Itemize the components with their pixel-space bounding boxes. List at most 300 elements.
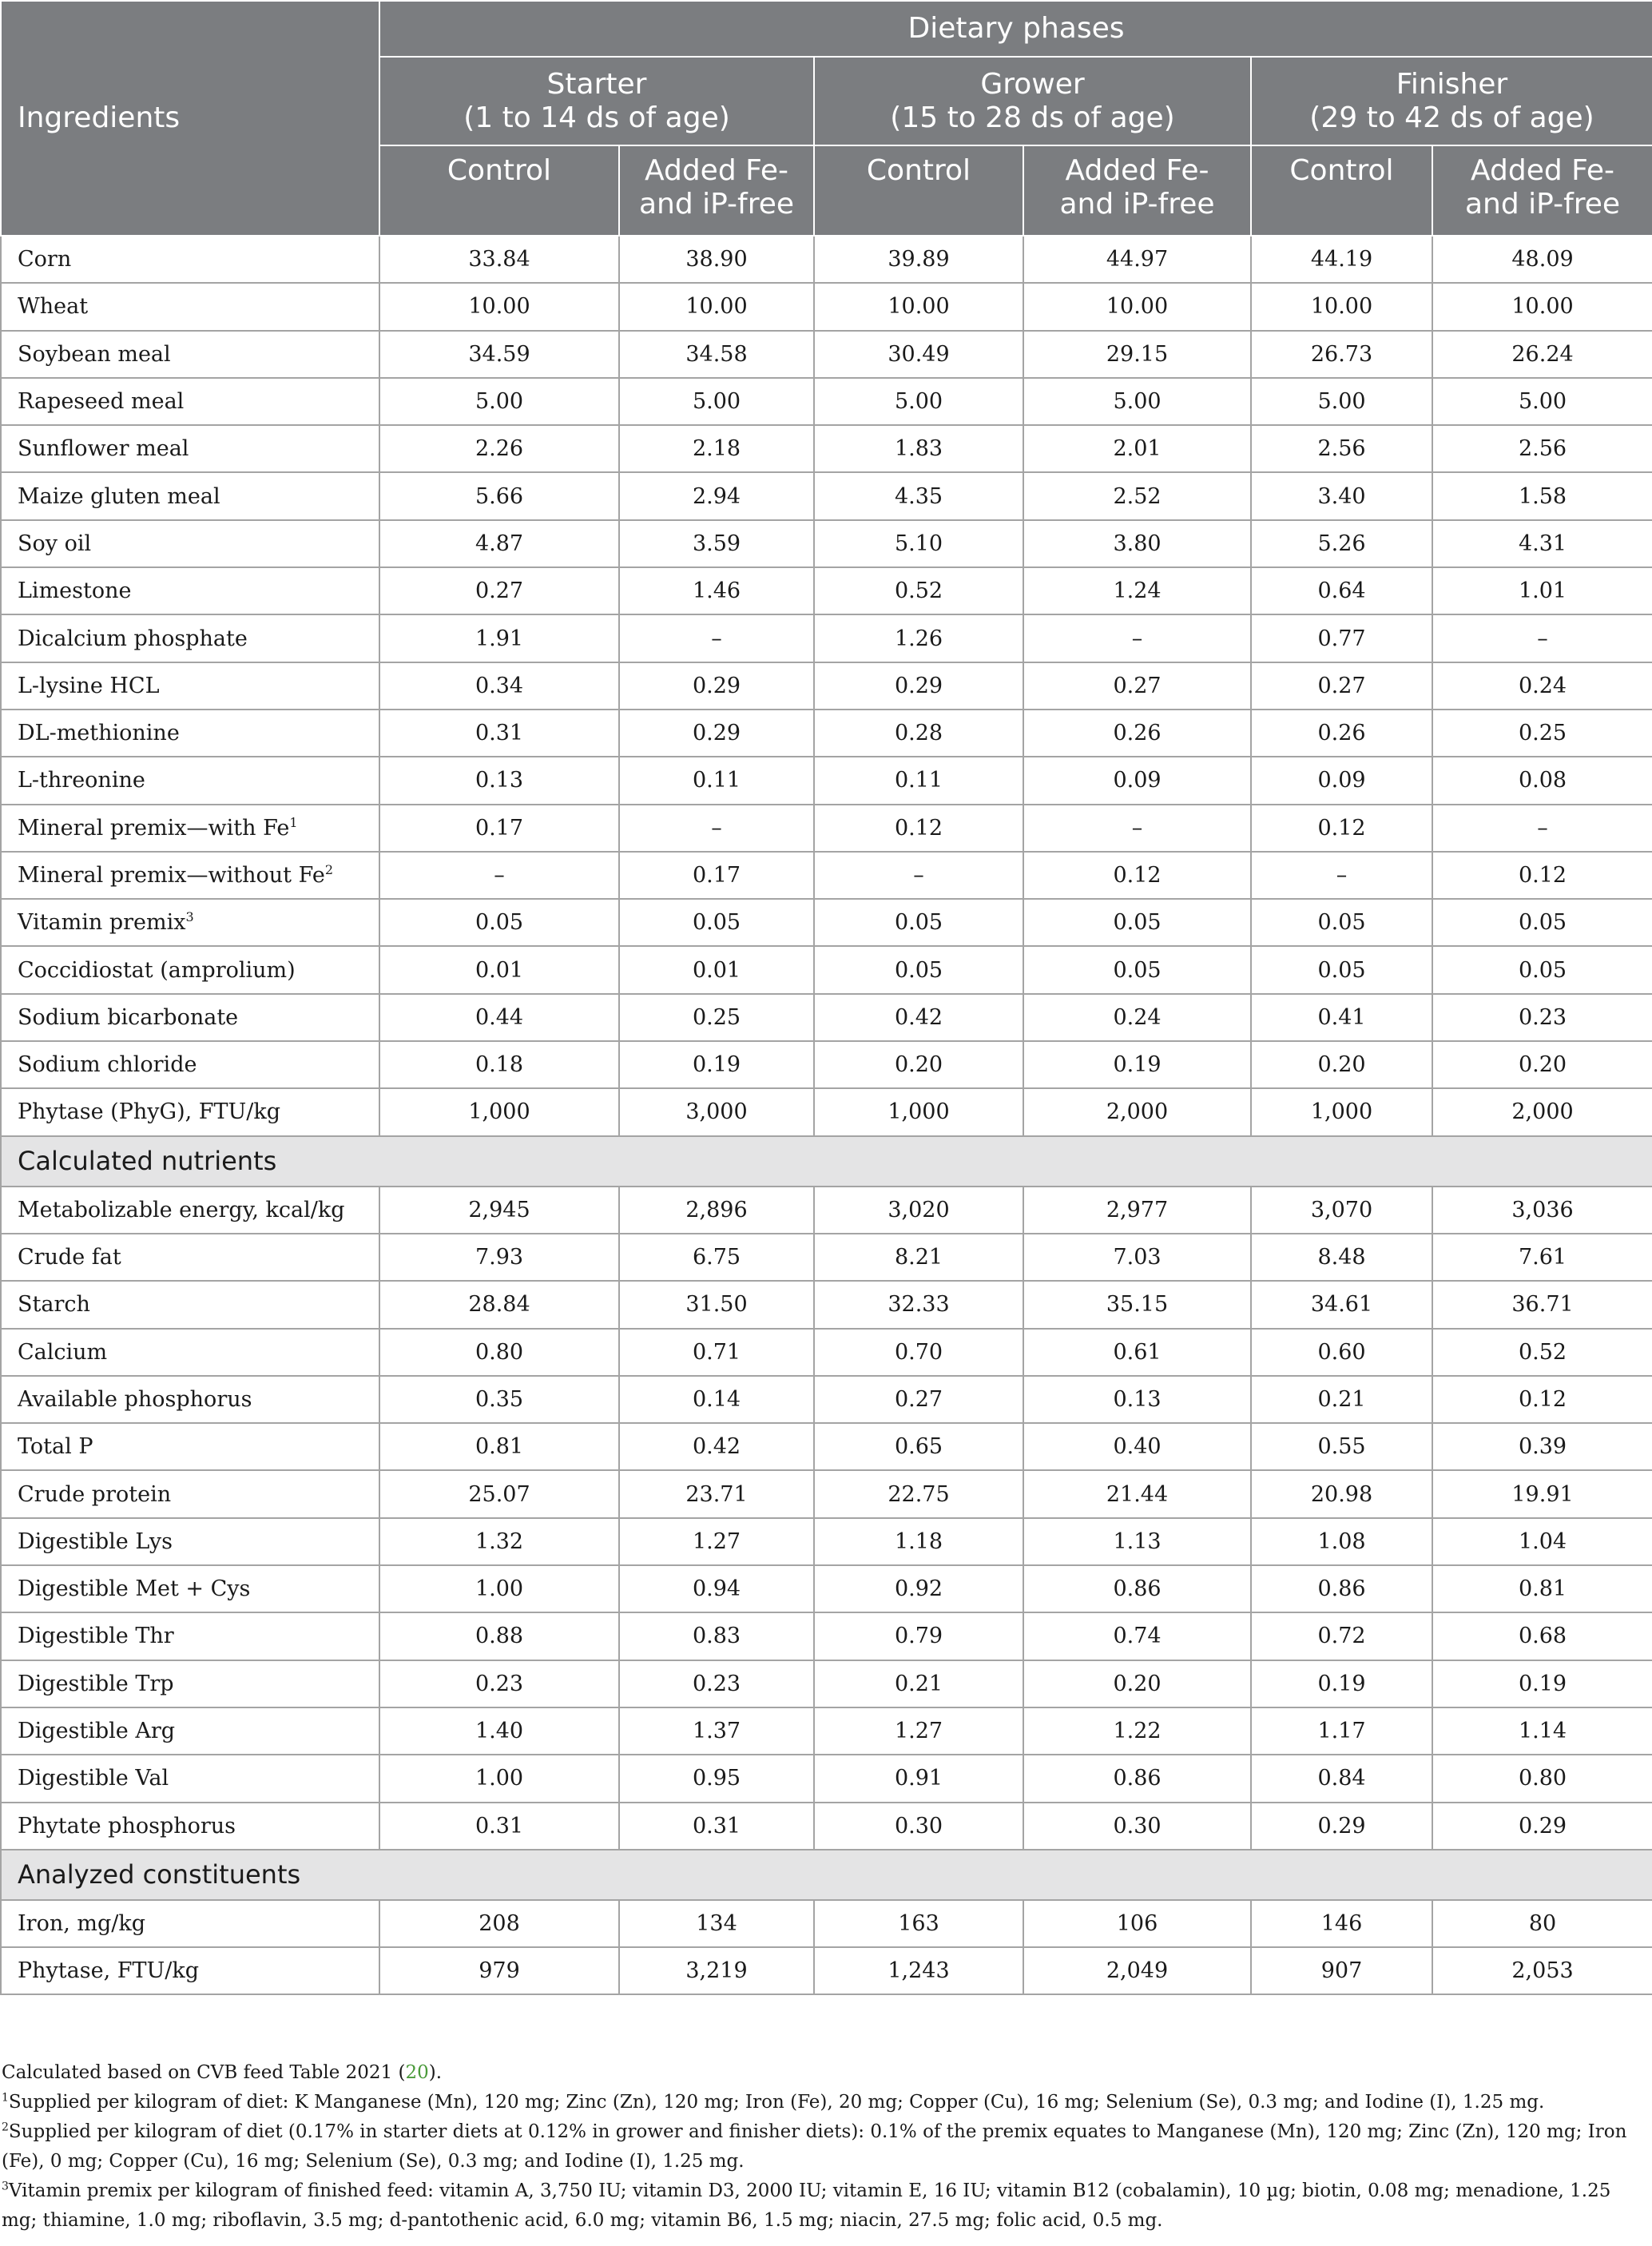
table-cell: 3.40 — [1251, 472, 1432, 519]
table-cell: 25.07 — [379, 1470, 619, 1517]
table-cell: 2,977 — [1023, 1187, 1251, 1234]
table-cell: 26.24 — [1432, 331, 1652, 378]
row-label: Coccidiostat (amprolium) — [1, 946, 379, 993]
table-cell: 0.40 — [1023, 1423, 1251, 1470]
treatment-header-added: Added Fe- and iP-free — [1432, 145, 1652, 236]
table-cell: 0.83 — [619, 1612, 814, 1660]
row-label: Available phosphorus — [1, 1376, 379, 1423]
table-cell: 0.91 — [814, 1755, 1023, 1802]
table-cell: 0.81 — [379, 1423, 619, 1470]
table-cell: 208 — [379, 1900, 619, 1947]
table-cell: 0.60 — [1251, 1329, 1432, 1376]
table-cell: 2,049 — [1023, 1947, 1251, 1994]
footnote-3: $^3$Vitamin premix per kilogram of finished feed: vitamin A, 3,750 IU; vitamin D3, 2000 IU; vitamin E, 16 IU; vitamin B12 (cobalamin), 10 µg; biotin, 0.08 mg; menadione, 1.25 mg; thiamine, 1.0 mg; riboflavin, 3.5 mg; d-pantothenic acid, 6.0 mg; vitamin B6, 1.5 mg; niacin, 27.5 mg; folic acid, 0.5 mg. — [2, 2180, 1611, 2231]
row-label: Digestible Arg — [1, 1707, 379, 1755]
table-cell: 0.09 — [1023, 757, 1251, 804]
table-row — [1, 520, 1652, 567]
row-label: Dicalcium phosphate — [1, 614, 379, 662]
table-cell: 28.84 — [379, 1281, 619, 1328]
dietary-phases-header: Dietary phases — [379, 1, 1652, 57]
table-cell: 0.24 — [1432, 662, 1652, 710]
table-cell: 1.27 — [619, 1518, 814, 1565]
table-cell: 0.72 — [1251, 1612, 1432, 1660]
table-cell: 0.31 — [379, 710, 619, 757]
table-cell: 5.00 — [619, 378, 814, 425]
table-cell: 0.20 — [1251, 1041, 1432, 1088]
table-cell: 0.21 — [1251, 1376, 1432, 1423]
table-row — [1, 472, 1652, 519]
table-cell: 3.59 — [619, 520, 814, 567]
table-cell: 0.94 — [619, 1565, 814, 1612]
table-cell: 0.25 — [619, 994, 814, 1041]
table-cell: 44.19 — [1251, 236, 1432, 283]
table-cell: 2.01 — [1023, 425, 1251, 472]
table-cell: – — [619, 805, 814, 852]
table-cell: 2.52 — [1023, 472, 1251, 519]
footnote-1: $^1$Supplied per kilogram of diet: K Manganese (Mn), 120 mg; Zinc (Zn), 120 mg; Iron (Fe), 20 mg; Copper (Cu), 16 mg; Selenium (Se), 0.3 mg; and Iodine (I), 1.25 mg. — [2, 2091, 1545, 2113]
table-row — [1, 805, 1652, 852]
table-cell: 0.05 — [379, 899, 619, 946]
table-cell: 0.05 — [1023, 946, 1251, 993]
table-cell: 34.59 — [379, 331, 619, 378]
table-cell: 0.01 — [379, 946, 619, 993]
table-cell: 21.44 — [1023, 1470, 1251, 1517]
row-label: Corn — [1, 236, 379, 283]
table-cell: 0.80 — [379, 1329, 619, 1376]
table-row — [1, 378, 1652, 425]
table-row — [1, 1565, 1652, 1612]
phase-header-grower: Grower (15 to 28 ds of age) — [814, 57, 1251, 145]
row-label: Sodium bicarbonate — [1, 994, 379, 1041]
footnote-marker: 3 — [185, 909, 194, 925]
table-row — [1, 1187, 1652, 1234]
table-cell: 1.83 — [814, 425, 1023, 472]
phase-header-starter: Starter (1 to 14 ds of age) — [379, 57, 814, 145]
table-cell: 0.80 — [1432, 1755, 1652, 1802]
table-cell: 0.27 — [1251, 662, 1432, 710]
table-cell: 0.20 — [1432, 1041, 1652, 1088]
table-cell: 1.13 — [1023, 1518, 1251, 1565]
table-row — [1, 1376, 1652, 1423]
table-row — [1, 236, 1652, 283]
table-cell: 0.55 — [1251, 1423, 1432, 1470]
table-cell: 0.65 — [814, 1423, 1023, 1470]
table-cell: 7.03 — [1023, 1234, 1251, 1281]
table-cell: 0.25 — [1432, 710, 1652, 757]
ingredients-header: Ingredients — [1, 1, 379, 236]
table-cell: 1.27 — [814, 1707, 1023, 1755]
table-cell: 3.80 — [1023, 520, 1251, 567]
table-cell: 0.74 — [1023, 1612, 1251, 1660]
table-cell: 0.79 — [814, 1612, 1023, 1660]
table-cell: 3,219 — [619, 1947, 814, 1994]
row-label: Digestible Lys — [1, 1518, 379, 1565]
table-cell: – — [1251, 852, 1432, 899]
table-cell: 0.64 — [1251, 567, 1432, 614]
table-cell: 2.94 — [619, 472, 814, 519]
table-cell: – — [619, 614, 814, 662]
table-cell: 8.21 — [814, 1234, 1023, 1281]
table-cell: – — [1432, 805, 1652, 852]
row-label: Soy oil — [1, 520, 379, 567]
row-label: L-lysine HCL — [1, 662, 379, 710]
footnote-marker: 1 — [289, 814, 298, 830]
table-cell: 3,036 — [1432, 1187, 1652, 1234]
table-cell: 0.29 — [619, 662, 814, 710]
row-label: Digestible Val — [1, 1755, 379, 1802]
table-cell: 0.01 — [619, 946, 814, 993]
table-row — [1, 1088, 1652, 1135]
table-cell: 10.00 — [1023, 283, 1251, 330]
table-cell: 1,000 — [1251, 1088, 1432, 1135]
table-cell: 163 — [814, 1900, 1023, 1947]
table-cell: 0.12 — [1432, 852, 1652, 899]
table-cell: 0.30 — [1023, 1803, 1251, 1850]
treatment-header-added: Added Fe- and iP-free — [619, 145, 814, 236]
table-cell: 0.05 — [814, 899, 1023, 946]
table-cell: 0.26 — [1251, 710, 1432, 757]
section-header-row — [1, 1850, 1652, 1900]
table-cell: 5.00 — [1432, 378, 1652, 425]
table-cell: 0.12 — [1023, 852, 1251, 899]
table-cell: 0.20 — [814, 1041, 1023, 1088]
table-row — [1, 1803, 1652, 1850]
table-cell: 31.50 — [619, 1281, 814, 1328]
table-row — [1, 1755, 1652, 1802]
table-cell: 2,945 — [379, 1187, 619, 1234]
section-header-row — [1, 1136, 1652, 1187]
table-cell: 4.35 — [814, 472, 1023, 519]
table-cell: 4.87 — [379, 520, 619, 567]
table-cell: 0.05 — [1251, 899, 1432, 946]
table-row — [1, 1041, 1652, 1088]
table-cell: 0.42 — [619, 1423, 814, 1470]
row-label: Iron, mg/kg — [1, 1900, 379, 1947]
table-cell: 0.11 — [619, 757, 814, 804]
table-cell: 34.58 — [619, 331, 814, 378]
table-cell: – — [814, 852, 1023, 899]
row-label: Crude fat — [1, 1234, 379, 1281]
row-label: Limestone — [1, 567, 379, 614]
table-cell: 2,000 — [1432, 1088, 1652, 1135]
row-label: Phytase (PhyG), FTU/kg — [1, 1088, 379, 1135]
table-row — [1, 567, 1652, 614]
footnote-calculated: Calculated based on CVB feed Table 2021 (20). — [2, 2062, 443, 2083]
table-cell: 0.41 — [1251, 994, 1432, 1041]
table-cell: 0.44 — [379, 994, 619, 1041]
row-label: Mineral premix—without Fe$^2$ — [1, 852, 379, 899]
table-cell: 1,000 — [379, 1088, 619, 1135]
table-row — [1, 614, 1652, 662]
reference-link[interactable]: 20 — [405, 2062, 429, 2083]
table-cell: 7.93 — [379, 1234, 619, 1281]
table-cell: 0.95 — [619, 1755, 814, 1802]
row-label: Starch — [1, 1281, 379, 1328]
table-cell: 2.18 — [619, 425, 814, 472]
table-cell: 80 — [1432, 1900, 1652, 1947]
table-cell: 44.97 — [1023, 236, 1251, 283]
row-label: Wheat — [1, 283, 379, 330]
table-cell: 3,020 — [814, 1187, 1023, 1234]
treatment-header-control: Control — [1251, 145, 1432, 236]
table-cell: – — [1023, 614, 1251, 662]
table-cell: 48.09 — [1432, 236, 1652, 283]
table-row — [1, 425, 1652, 472]
table-cell: 34.61 — [1251, 1281, 1432, 1328]
table-cell: 4.31 — [1432, 520, 1652, 567]
table-row — [1, 1707, 1652, 1755]
row-label: Rapeseed meal — [1, 378, 379, 425]
footnote-2: $^2$Supplied per kilogram of diet (0.17% in starter diets at 0.12% in grower and finisher diets): 0.1% of the premix equates to Manganese (Mn), 120 mg; Zinc (Zn), 120 mg; Iron (Fe), 0 mg; Copper (Cu), 16 mg; Selenium (Se), 0.3 mg; and Iodine (I), 1.25 mg. — [2, 2121, 1627, 2172]
table-cell: 1.08 — [1251, 1518, 1432, 1565]
table-row — [1, 662, 1652, 710]
table-cell: 0.08 — [1432, 757, 1652, 804]
table-cell: 0.05 — [1432, 946, 1652, 993]
table-cell: 20.98 — [1251, 1470, 1432, 1517]
table-cell: 29.15 — [1023, 331, 1251, 378]
table-cell: 0.34 — [379, 662, 619, 710]
table-cell: 1.18 — [814, 1518, 1023, 1565]
table-cell: 0.86 — [1023, 1755, 1251, 1802]
table-cell: 0.84 — [1251, 1755, 1432, 1802]
table-cell: 0.27 — [814, 1376, 1023, 1423]
table-cell: 0.12 — [1432, 1376, 1652, 1423]
table-cell: 1.40 — [379, 1707, 619, 1755]
table-row — [1, 710, 1652, 757]
table-cell: 1.58 — [1432, 472, 1652, 519]
table-cell: 1.24 — [1023, 567, 1251, 614]
table-cell: 0.24 — [1023, 994, 1251, 1041]
section-title: Analyzed constituents — [1, 1850, 1652, 1900]
table-cell: 0.70 — [814, 1329, 1023, 1376]
table-cell: 2,896 — [619, 1187, 814, 1234]
table-cell: 0.26 — [1023, 710, 1251, 757]
table-row — [1, 1660, 1652, 1707]
table-cell: 1.91 — [379, 614, 619, 662]
table-cell: 39.89 — [814, 236, 1023, 283]
row-label: Sunflower meal — [1, 425, 379, 472]
row-label: DL-methionine — [1, 710, 379, 757]
table-cell: 7.61 — [1432, 1234, 1652, 1281]
table-cell: 0.21 — [814, 1660, 1023, 1707]
table-cell: 134 — [619, 1900, 814, 1947]
table-cell: 3,000 — [619, 1088, 814, 1135]
row-label: Phytate phosphorus — [1, 1803, 379, 1850]
table-cell: 0.86 — [1023, 1565, 1251, 1612]
treatment-header-control: Control — [379, 145, 619, 236]
table-cell: 10.00 — [619, 283, 814, 330]
table-cell: 0.11 — [814, 757, 1023, 804]
table-cell: 35.15 — [1023, 1281, 1251, 1328]
row-label: Digestible Thr — [1, 1612, 379, 1660]
table-cell: 0.23 — [379, 1660, 619, 1707]
table-cell: 8.48 — [1251, 1234, 1432, 1281]
table-row — [1, 994, 1652, 1041]
table-cell: 0.92 — [814, 1565, 1023, 1612]
table-cell: 0.28 — [814, 710, 1023, 757]
table-cell: 1.17 — [1251, 1707, 1432, 1755]
table-header — [1, 1, 1652, 236]
table-cell: 1.00 — [379, 1565, 619, 1612]
table-row — [1, 1900, 1652, 1947]
table-cell: 0.42 — [814, 994, 1023, 1041]
table-cell: 0.12 — [814, 805, 1023, 852]
table-cell: 0.88 — [379, 1612, 619, 1660]
table-cell: 0.05 — [814, 946, 1023, 993]
table-cell: 36.71 — [1432, 1281, 1652, 1328]
table-cell: 0.30 — [814, 1803, 1023, 1850]
table-row — [1, 1518, 1652, 1565]
table-cell: 1.00 — [379, 1755, 619, 1802]
table-cell: 0.05 — [619, 899, 814, 946]
table-cell: 2,053 — [1432, 1947, 1652, 1994]
table-cell: 0.52 — [1432, 1329, 1652, 1376]
table-cell: 979 — [379, 1947, 619, 1994]
table-row — [1, 1423, 1652, 1470]
table-row — [1, 1470, 1652, 1517]
table-cell: 0.39 — [1432, 1423, 1652, 1470]
table-cell: 30.49 — [814, 331, 1023, 378]
table-row — [1, 852, 1652, 899]
table-cell: 32.33 — [814, 1281, 1023, 1328]
table-cell: 0.23 — [619, 1660, 814, 1707]
table-cell: 2,000 — [1023, 1088, 1251, 1135]
row-label: Sodium chloride — [1, 1041, 379, 1088]
table-cell: 0.13 — [1023, 1376, 1251, 1423]
table-cell: 5.66 — [379, 472, 619, 519]
table-cell: 5.00 — [1251, 378, 1432, 425]
table-cell: 1.04 — [1432, 1518, 1652, 1565]
table-cell: 0.17 — [379, 805, 619, 852]
table-cell: 1,000 — [814, 1088, 1023, 1135]
row-label: Phytase, FTU/kg — [1, 1947, 379, 1994]
section-title: Calculated nutrients — [1, 1136, 1652, 1187]
row-label: L-threonine — [1, 757, 379, 804]
table-cell: 5.00 — [1023, 378, 1251, 425]
table-cell: 0.27 — [1023, 662, 1251, 710]
row-label: Crude protein — [1, 1470, 379, 1517]
table-body — [1, 236, 1652, 1994]
table-cell: 5.10 — [814, 520, 1023, 567]
table-cell: 38.90 — [619, 236, 814, 283]
table-row — [1, 283, 1652, 330]
table-cell: – — [1432, 614, 1652, 662]
table-cell: 1.46 — [619, 567, 814, 614]
table-cell: – — [379, 852, 619, 899]
table-cell: 1.26 — [814, 614, 1023, 662]
table-cell: 0.05 — [1251, 946, 1432, 993]
table-cell: 1.01 — [1432, 567, 1652, 614]
row-label: Mineral premix—with Fe$^1$ — [1, 805, 379, 852]
table-cell: – — [1023, 805, 1251, 852]
table-cell: 0.09 — [1251, 757, 1432, 804]
table-cell: 0.61 — [1023, 1329, 1251, 1376]
table-cell: 106 — [1023, 1900, 1251, 1947]
table-cell: 0.05 — [1432, 899, 1652, 946]
table-cell: 0.23 — [1432, 994, 1652, 1041]
table-cell: 0.19 — [619, 1041, 814, 1088]
table-cell: 0.05 — [1023, 899, 1251, 946]
table-row — [1, 899, 1652, 946]
table-cell: 26.73 — [1251, 331, 1432, 378]
table-cell: 5.00 — [814, 378, 1023, 425]
row-label: Soybean meal — [1, 331, 379, 378]
table-cell: 19.91 — [1432, 1470, 1652, 1517]
table-cell: 0.20 — [1023, 1660, 1251, 1707]
table-cell: 0.86 — [1251, 1565, 1432, 1612]
table-row — [1, 1281, 1652, 1328]
table-cell: 0.29 — [1251, 1803, 1432, 1850]
table-cell: 5.26 — [1251, 520, 1432, 567]
table-cell: 0.19 — [1251, 1660, 1432, 1707]
table-cell: 2.56 — [1251, 425, 1432, 472]
table-cell: 5.00 — [379, 378, 619, 425]
phase-header-finisher: Finisher (29 to 42 ds of age) — [1251, 57, 1652, 145]
table-cell: 1.14 — [1432, 1707, 1652, 1755]
row-label: Vitamin premix$^3$ — [1, 899, 379, 946]
table-cell: 0.12 — [1251, 805, 1432, 852]
row-label: Maize gluten meal — [1, 472, 379, 519]
row-label: Digestible Met + Cys — [1, 1565, 379, 1612]
table-footnotes — [0, 2058, 1647, 2236]
table-row — [1, 1947, 1652, 1994]
table-cell: 0.19 — [1432, 1660, 1652, 1707]
table-cell: 0.13 — [379, 757, 619, 804]
table-cell: 0.17 — [619, 852, 814, 899]
table-cell: 22.75 — [814, 1470, 1023, 1517]
table-cell: 0.27 — [379, 567, 619, 614]
table-cell: 23.71 — [619, 1470, 814, 1517]
table-cell: 10.00 — [814, 283, 1023, 330]
table-row — [1, 1612, 1652, 1660]
footnote-marker: 2 — [324, 862, 333, 877]
table-cell: 1.37 — [619, 1707, 814, 1755]
table-cell: 0.29 — [619, 710, 814, 757]
table-cell: 1.22 — [1023, 1707, 1251, 1755]
table-cell: 0.52 — [814, 567, 1023, 614]
table-cell: 6.75 — [619, 1234, 814, 1281]
table-cell: 907 — [1251, 1947, 1432, 1994]
table-cell: 0.29 — [1432, 1803, 1652, 1850]
table-cell: 0.31 — [379, 1803, 619, 1850]
table-cell: 0.18 — [379, 1041, 619, 1088]
table-cell: 10.00 — [1432, 283, 1652, 330]
table-cell: 0.77 — [1251, 614, 1432, 662]
table-cell: 0.14 — [619, 1376, 814, 1423]
treatment-header-control: Control — [814, 145, 1023, 236]
table-cell: 10.00 — [1251, 283, 1432, 330]
table-cell: 0.31 — [619, 1803, 814, 1850]
table-cell: 0.19 — [1023, 1041, 1251, 1088]
table-cell: 0.68 — [1432, 1612, 1652, 1660]
table-cell: 10.00 — [379, 283, 619, 330]
table-cell: 1,243 — [814, 1947, 1023, 1994]
table-cell: 33.84 — [379, 236, 619, 283]
row-label: Calcium — [1, 1329, 379, 1376]
table-cell: 0.71 — [619, 1329, 814, 1376]
table-cell: 0.81 — [1432, 1565, 1652, 1612]
row-label: Total P — [1, 1423, 379, 1470]
table-cell: 146 — [1251, 1900, 1432, 1947]
table-cell: 2.26 — [379, 425, 619, 472]
row-label: Digestible Trp — [1, 1660, 379, 1707]
table-row — [1, 946, 1652, 993]
table-cell: 0.35 — [379, 1376, 619, 1423]
table-cell: 1.32 — [379, 1518, 619, 1565]
table-cell: 3,070 — [1251, 1187, 1432, 1234]
table-row — [1, 1329, 1652, 1376]
table-row — [1, 1234, 1652, 1281]
